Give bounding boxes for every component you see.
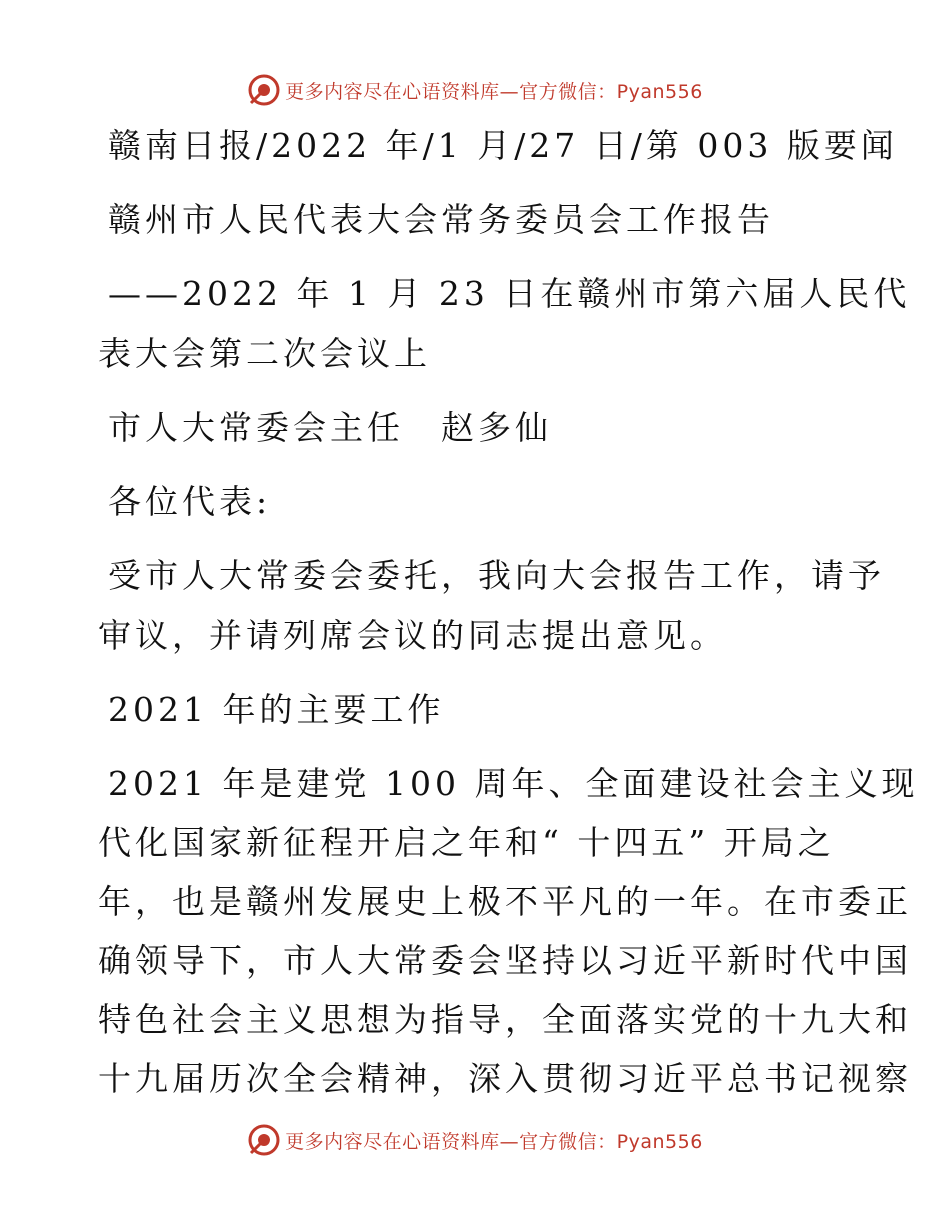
paragraph-line: 特色社会主义思想为指导，全面落实党的十九大和 — [98, 1000, 912, 1039]
watermark-banner-top — [0, 70, 950, 110]
paragraph-line: 代化国家新征程开启之年和“ 十四五” 开局之 — [98, 823, 835, 862]
watermark-text: 更多内容尽在心语资料库—官方微信：Pyan556 — [285, 80, 703, 103]
watermark-text: 更多内容尽在心语资料库—官方微信：Pyan556 — [285, 1130, 703, 1153]
paragraph-line: 十九届历次全会精神，深入贯彻习近平总书记视察 — [98, 1059, 912, 1098]
author-line: 市人大常委会主任 赵多仙 — [108, 408, 552, 447]
salutation: 各位代表: — [108, 482, 272, 521]
paragraph-line: 确领导下，市人大常委会坚持以习近平新时代中国 — [98, 941, 912, 980]
watermark-banner-bottom — [0, 1120, 950, 1160]
paragraph-line: 2021 年是建党 100 周年、全面建设社会主义现 — [108, 764, 919, 803]
source-line: 赣南日报/2022 年/1 月/27 日/第 003 版要闻 — [108, 126, 898, 165]
report-subtitle-line2: 表大会第二次会议上 — [98, 334, 431, 373]
report-title: 赣州市人民代表大会常务委员会工作报告 — [108, 200, 774, 239]
paragraph-line: 审议，并请列席会议的同志提出意见。 — [98, 616, 727, 655]
pen-logo-icon — [247, 73, 281, 107]
report-subtitle-line1: ——2022 年 1 月 23 日在赣州市第六届人民代 — [108, 274, 911, 313]
paragraph-line: 受市人大常委会委托，我向大会报告工作，请予 — [108, 556, 885, 595]
paragraph-line: 年，也是赣州发展史上极不平凡的一年。在市委正 — [98, 882, 912, 921]
section-heading: 2021 年的主要工作 — [108, 690, 445, 729]
pen-logo-icon — [247, 1123, 281, 1157]
